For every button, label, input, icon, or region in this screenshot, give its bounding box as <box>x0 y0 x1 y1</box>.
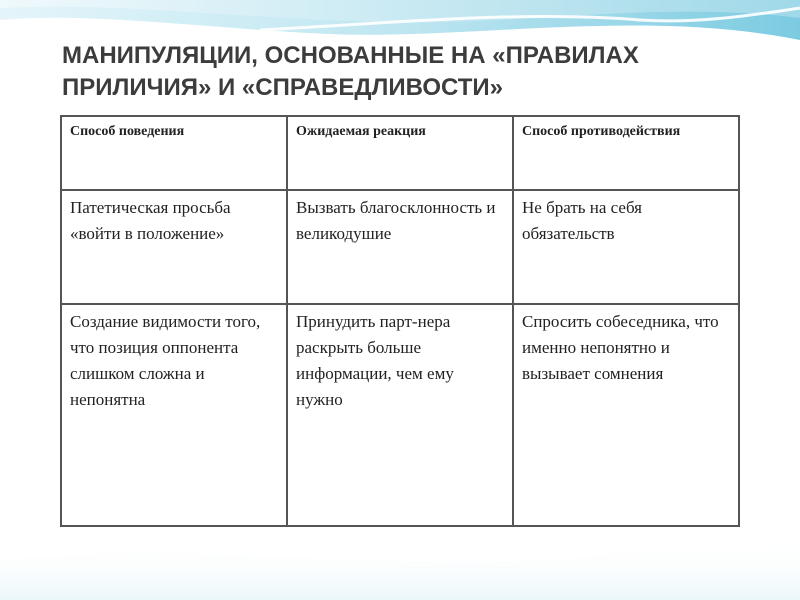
header-counteraction: Способ противодействия <box>513 116 739 190</box>
table-header-row <box>61 116 739 190</box>
cell-counteraction: Не брать на себя обязательств <box>513 190 739 304</box>
table-row <box>61 190 739 304</box>
cell-behavior: Создание видимости того, что позиция оппонента слишком сложна и непонятна <box>61 304 287 526</box>
slide-title-line-2: ПРИЛИЧИЯ» И «СПРАВЕДЛИВОСТИ» <box>62 74 503 101</box>
header-expected-reaction: Ожидаемая реакция <box>287 116 513 190</box>
slide-title-line-1: МАНИПУЛЯЦИИ, ОСНОВАННЫЕ НА «ПРАВИЛАХ <box>62 42 639 69</box>
table-row <box>61 304 739 526</box>
bottom-wave <box>0 540 800 600</box>
slide-title <box>62 40 762 104</box>
cell-behavior: Патетическая просьба «войти в положение» <box>61 190 287 304</box>
cell-expected-reaction: Принудить парт-нера раскрыть больше информации, чем ему нужно <box>287 304 513 526</box>
manipulation-table <box>60 115 740 527</box>
cell-counteraction: Спросить собеседника, что именно непонятно и вызывает сомнения <box>513 304 739 526</box>
cell-expected-reaction: Вызвать благосклонность и великодушие <box>287 190 513 304</box>
header-behavior: Способ поведения <box>61 116 287 190</box>
